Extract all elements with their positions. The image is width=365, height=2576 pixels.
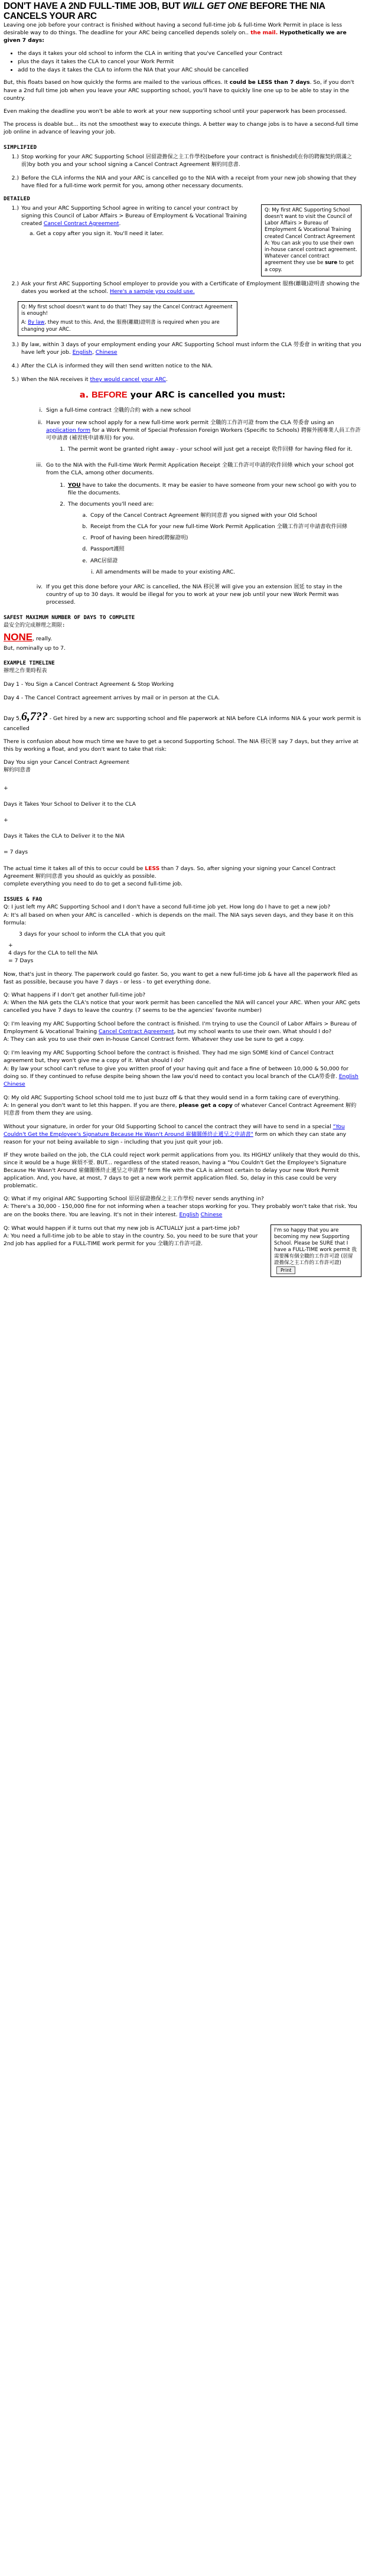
timeline-heading-en: EXAMPLE TIMELINE [4, 660, 55, 666]
cancel-contract-agreement-link[interactable]: Cancel Contract Agreement [98, 1028, 174, 1035]
qa-box-certificate [18, 301, 237, 336]
intro-text: . So, if you don't have a 2nd full time job when you leave your ARC supporting school, you'll have to quickly line one up to be able to stay in the country. [4, 79, 354, 102]
step-text: After the CLA is informed they will then send written notice to the NIA. [21, 362, 213, 369]
intro-text: But, this floats based on how quickly the forms are mailed to the various offices. It [4, 79, 230, 86]
faq-answer-text: A: By law your school can't refuse to give you written proof of your having quit and face a fine of between 10,000 & 50,000 for doing so. If they continued to refuse despite being shown the law you'd need to contact you local branch of the CLA勞委會. [4, 1065, 348, 1080]
faq-question: Q: I'm leaving my ARC Supporting School before the contract is finished. They had me sign SOME kind of Cancel Contract agreement but, they won't give me a copy of it. What should I do? [4, 1050, 334, 1064]
detailed-step-2 [4, 280, 361, 295]
formula-line: 3 days for your school to inform the CLA that you quit [19, 930, 165, 937]
intro-paragraph-4: The process is doable but... its not the smoothest way to execute things. A better way to change jobs is to have a second-full time job online in advance of leaving your job. [4, 121, 359, 135]
step-text: Before the CLA informs the NIA and your ARC is cancelled go to the NIA with a receipt from your new job showing that they have filed for a full-time work permit for you, among other necessary documents. [21, 174, 357, 189]
employee-signature-form-link[interactable]: "You Couldn't Get the Employee's Signature Because He Wasn't Around 雇傭關係終止遞呈之申請書" [4, 1123, 345, 1138]
step-text [21, 376, 361, 383]
requirement-subitem [46, 445, 361, 453]
document-item [74, 512, 361, 519]
timeline-takes-1: Days it Takes Your School to Deliver it to the CLA [4, 801, 136, 808]
detailed-step-4 [4, 362, 361, 370]
intro-bullet: • the days it takes your old school to inform the CLA in writing that you've Cancelled your Contract [18, 50, 361, 57]
before-letter: a. [79, 390, 92, 400]
intro-text: Leaving one job before your contract is finished without having a second full-time job & full-time Work Permit in place is less desirable way to do things. The deadline for your ARC being cancelled depends solely on.. [4, 22, 343, 37]
before-text: your ARC is cancelled you must: [127, 390, 286, 400]
simplified-step-2 [4, 174, 361, 190]
print-sidebox [271, 1225, 361, 1277]
requirement-text [46, 419, 361, 457]
intro-paragraph-2 [4, 79, 361, 102]
faq-question: Q: What if my original ARC Supporting School 原居留證擔保之主工作學校 never sends anything in? [4, 1196, 264, 1203]
detailed-heading: DETAILED [4, 196, 30, 202]
faq-item [4, 1094, 361, 1117]
document-item [74, 557, 361, 565]
document-item [74, 545, 361, 553]
chinese-link[interactable]: Chinese [4, 1080, 25, 1087]
english-link[interactable]: English [72, 349, 92, 356]
faq-item [4, 903, 361, 964]
cancel-arc-link[interactable]: they would cancel your ARC [90, 376, 167, 383]
step-number: 2.) [11, 174, 19, 181]
document-letter: d. [82, 546, 87, 553]
cancel-contract-agreement-link[interactable]: Cancel Contract Agreement [43, 220, 119, 227]
step-text: By law, within 3 days of your employment ending your ARC Supporting School must inform the CLA 勞委會 in writing that you have left your job. English, Chinese [21, 341, 361, 356]
requirement-text-part: Go to the NIA with the Full-time Work Permit Application Receipt 全職工作許可申請的收件回條 which your school got from the CLA, among other documents. [46, 461, 354, 477]
faq-without-signature [4, 1123, 361, 1146]
qa-answer-text: to get a copy. [265, 260, 354, 273]
simplified-step-1 [4, 153, 361, 168]
step-number: 1.) [11, 204, 19, 211]
day5-emphasis: 6,7?? [21, 709, 48, 723]
formula-line: = 7 Days [8, 957, 34, 964]
before-arc-cancelled-heading [4, 389, 361, 402]
document-letter: c. [83, 535, 87, 542]
step-text [21, 204, 256, 237]
subitem-text-part: have to take the documents. It may be easier to have someone from your new school go with you to file the documents. [68, 482, 357, 497]
before-requirements-list [4, 406, 361, 606]
faq-answer: A: You need a full-time job to be able to stay in the country. So, you need to be sure that your 2nd job has applied for a FULL-TIME work permit for you 全職的工作許可證. [4, 1232, 258, 1247]
subitem-text: The permit wont be granted right away - your school will just get a receipt 收件回條 for having filed for it. [68, 445, 353, 452]
qa-answer-text: , they must to this. And, the 服務(離職)證明書 is required when you are changing your ARC. [21, 320, 220, 333]
roman-numeral: iv. [36, 583, 43, 590]
faq-answer-text: Without your signature, in order for your Old Supporting School to cancel the contract they will have to send in a special [4, 1123, 333, 1130]
faq-answer-text: A: There's a 30,000 - 150,000 fine for not informing when a teacher stops working for you. They probably won't take that risk. You are on the books there. You are leaving. It's not in their interest. [4, 1203, 357, 1218]
step-text-part: You and your ARC Supporting School agree in writing to cancel your contract by signing this Council of Labor Affairs > Bureau of Employment & Vocational Training created [21, 204, 247, 227]
step-text-part: By law, within 3 days of your employment ending your ARC Supporting School must inform the CLA 勞委會 in writing that you have left your job. [21, 341, 361, 356]
document-letter: b. [82, 523, 87, 530]
faq-question: Q: What happens if I don't get another full-time job? [4, 992, 146, 999]
document-text: Copy of the Cancel Contract Agreement 解約同意書 you signed with your Old School [90, 512, 317, 519]
detailed-step-1 [4, 204, 256, 237]
faq-item [4, 1020, 361, 1043]
timeline-sign [4, 758, 361, 774]
actual-text: than 7 days. So, after signing your signing your Cancel Contract Agreement 解約同意書 you should as quickly as possible. [4, 865, 336, 880]
requirement-text: Sign a full-time contract 全職的合約 with a new school [46, 406, 191, 413]
faq-answer [4, 1102, 361, 1117]
subitem-number: 2. [60, 501, 65, 508]
subitem-number: 1. [60, 445, 65, 452]
qa-answer-text: A: You can ask you to use their own in-house cancel contract agreement. Whatever cancel contract agreement they use be [265, 240, 357, 266]
before-emphasis: BEFORE [92, 390, 128, 400]
intro-paragraph-3: Even making the deadline you won't be able to work at your new supporting school until your paperwork has been processed. [4, 108, 347, 115]
requirement-item [27, 461, 361, 578]
safe-none [4, 630, 361, 644]
faq-item [4, 1049, 361, 1087]
roman-numeral: iii. [36, 461, 43, 468]
faq-answer: A: When the NIA gets the CLA's notice that your work permit has been cancelled the NIA will cancel your ARC. When your ARC gets cancelled you have 7 days to leave the country. (7 seems to be the agencies' favorite number) [4, 999, 360, 1014]
safe-heading-zh: 最安全的完成辦理之期限: [4, 622, 66, 628]
intro-bullet: • plus the days it takes the CLA to cancel your Work Permit [18, 58, 361, 66]
roman-numeral: ii. [37, 419, 43, 426]
document-letter: a. [82, 512, 87, 519]
requirement-item [27, 583, 361, 606]
intro-mail-emphasis: the mail. [249, 30, 278, 37]
amendments-note: i. All amendments will be made to your existing ARC. [91, 568, 236, 575]
document-letter: e. [82, 557, 87, 564]
document-item [74, 523, 361, 530]
step-text: Stop working for your ARC Supporting School 居留證擔保之主工作學校(before your contract is finished或在你的聘僱契約期滿之前)by both you and your school signing a Cancel Contract Agreement 解約同意書. [21, 153, 353, 168]
timeline-heading-zh: 辦理之作業時程表 [4, 667, 47, 675]
day5-label: Day 5, [4, 715, 21, 722]
print-button[interactable]: Print [276, 1266, 295, 1274]
requirement-text [46, 461, 361, 578]
step-substep: a. Get a copy after you sign it. You'll need it later. [30, 230, 164, 237]
timeline-plus: + [4, 785, 8, 792]
qa-question: Q: My first ARC Supporting School doesn't want to visit the Council of Labor Affairs > Bureau of Employment & Vocational Training created Cancel Contract Agreement [265, 207, 356, 240]
timeline-actual-complete: complete everything you need to do to get a second full-time job. [4, 880, 183, 887]
intro-paragraph-1 [4, 21, 361, 44]
title-part-2: WILL GET ONE [182, 1, 247, 11]
step-number: 4.) [11, 362, 19, 369]
faq-item [4, 991, 361, 1014]
faq-question: Q: I just left my ARC Supporting School and I don't have a second full-time job yet. How long do I have to get a new job? [4, 904, 331, 911]
roman-numeral: i. [39, 406, 43, 413]
faq-heading: ISSUES & FAQ [4, 896, 43, 903]
chinese-link[interactable]: Chinese [200, 1211, 223, 1218]
sign-text-zh: 解約同意書 [4, 767, 31, 774]
timeline-confusion: There is confusion about how much time we have to get a second Supporting School. The NIA 移民署 say 7 days, but they arrive at this by working a float, and you don't want to take that risk: [4, 738, 359, 753]
qa-answer [265, 240, 358, 273]
page [0, 0, 365, 1279]
faq-question-text: Q: I'm leaving my ARC Supporting School before the contract is finished. I'm trying to use the Council of Labor Affairs > Bureau of Employment & Vocational Training [4, 1021, 357, 1035]
faq-answer: A: It's all based on when your ARC is cancelled - which is depends on the mail. The NIA says seven days, and they base it on this formula: [4, 911, 354, 926]
print-sidebox-text: I'm so happy that you are becoming my new Supporting School. Please be SURE that I have a FULL-TIME work permit 我需要擁有個全職的工作許可證 (居留證擔保之主工作的工作許可證) [274, 1227, 357, 1266]
intro-bullet: • add to the days it takes the CLA to inform the NIA that your ARC should be cancelled [18, 66, 361, 74]
chinese-link[interactable]: Chinese [95, 349, 118, 356]
step-text-part: . [119, 220, 121, 227]
english-link[interactable]: English [179, 1211, 199, 1218]
faq-answer: A: They can ask you to use their own in-house Cancel Contract form. Whatever they use be sure to get a copy. [4, 1036, 304, 1043]
timeline-equals: = 7 days [4, 849, 28, 856]
documents-list [46, 512, 361, 575]
step-number: 1.) [11, 153, 19, 160]
intro-hypothetical: Hypothetically we are given 7 days: [4, 30, 347, 44]
subitem-text [68, 481, 361, 497]
faq-question: Q: What would happen if it turns out that my new job is ACTUALLY just a part-time job? [4, 1225, 240, 1232]
step-text-part: Ask your first ARC Supporting School employer to provide you with a Certificate of Employment 服務(離職)證明書 showing the dates you worked at the school. [21, 280, 360, 295]
document-text: Proof of having been hired(聘僱證明) [90, 535, 188, 542]
faq-answer-text: of whatever Cancel Contract Agreement 解約同意書 from them they are using. [4, 1102, 357, 1116]
faq-answer-text: form on which they can state any reason for your not being available to sign - including that you just quit your job. [4, 1131, 347, 1146]
qa-question: Q: My first school doesn't want to do that! They say the Cancel Contract Agreement is enough! [21, 304, 233, 317]
actual-text: The actual time it takes all of this to occur could be [4, 865, 145, 872]
step-number: 3.) [11, 341, 19, 348]
document-text: Passport護照 [90, 546, 125, 553]
qa-answer-strong: sure [325, 260, 338, 266]
none-rest: , really. [32, 636, 52, 643]
faq-answer [4, 1203, 361, 1218]
timeline-day-4: Day 4 - The Cancel Contract agreement arrives by mail or in person at the CLA. [4, 695, 220, 702]
step-number: 5.) [11, 376, 19, 383]
requirement-item [27, 419, 361, 457]
faq-item [4, 1195, 361, 1218]
detailed-step-3 [4, 341, 361, 356]
timeline-heading [4, 660, 361, 675]
step-number: 2.) [11, 280, 19, 287]
qa-answer [21, 320, 234, 333]
formula-line: + [8, 942, 13, 949]
faq-question [4, 1020, 361, 1035]
faq-answer-strong: please get a copy [178, 1102, 233, 1109]
actual-less: LESS [145, 865, 160, 872]
timeline-day-5 [4, 708, 361, 732]
requirement-text-part: for a Work Permit of Special Profession Foreign Workers (Specific to Schools) 聘僱外國專業人員工作許可申請書 (補習班申請專用) for you. [46, 426, 361, 441]
english-link[interactable]: English [338, 1073, 359, 1080]
faq-answer [4, 1065, 361, 1088]
safe-heading [4, 614, 361, 630]
requirement-text: If you get this done before your ARC is cancelled, the NIA 移民署 will give you an extension 展延 to stay in the country of up to 30 days. It would be illegal for you to work at your new job until your new Work Permit was processed. [46, 583, 343, 605]
requirement-item [27, 406, 361, 414]
document-text: ARC居留證 [90, 557, 118, 564]
sample-certificate-link[interactable]: Here's a sample you could use. [109, 288, 195, 295]
timeline-plus: + [4, 817, 8, 824]
none-emphasis: NONE [4, 631, 33, 643]
requirement-subitem [46, 481, 361, 497]
faq-bailed: IF they wrote bailed on the job, the CLA could reject work permit applications from you. Its HIGHLY unlikely that they would do this, since it would be a huge 麻煩不要. BUT... regardless of the stated reason, having a "You Couldn't Get the Employee's Signature Because He Wasn't Around 雇傭關係終止遞呈之申請書" form file with the CLA is almost certain to delay your new Work Permit application. And, you have, at most, 7 days to get a new work permit application filed. So, delay in this case could be very problematic. [4, 1152, 360, 1190]
document-item [74, 534, 361, 542]
faq-question: Q: My old ARC Supporting School school told me to just buzz off & that they would send in a form taking care of everything. [4, 1094, 340, 1101]
by-law-link[interactable]: By law [28, 320, 45, 326]
intro-bullets [4, 50, 361, 74]
safe-nominal: But, nominally up to 7. [4, 645, 66, 652]
document-text: Receipt from the CLA for your new full-time Work Permit Application 全職工作許可申請書收件回條 [90, 523, 348, 530]
page-title [4, 0, 361, 21]
sign-text: Day You sign your Cancel Contract Agreement [4, 759, 129, 766]
timeline-actual [4, 865, 361, 880]
subitem-text: The documents you'll need are: [68, 501, 154, 508]
application-form-link[interactable]: application form [46, 426, 91, 434]
timeline-day-1: Day 1 - You Sign a Cancel Contract Agreement & Stop Working [4, 681, 174, 688]
formula-line: 4 days for the CLA to tell the NIA [8, 949, 98, 956]
subitem-number: 1. [60, 482, 65, 489]
timeline-takes-2: Days it Takes the CLA to Deliver it to the NIA [4, 833, 125, 840]
faq-question-text: , but my school wants to use their own. What should I do? [174, 1028, 332, 1035]
step-text [21, 280, 361, 295]
title-part-3: BEFORE THE NIA CANCELS YOUR ARC [4, 1, 325, 22]
qa-sidebox-cancel-agreement [261, 204, 361, 276]
day5-text: - Get hired by a new arc supporting school and file paperwork at NIA before CLA informs NIA & your work permit is cancelled [4, 715, 361, 732]
faq-answer-text: A: In general you don't want to let this happen. If you are there, [4, 1102, 179, 1109]
step-text-part: When the NIA receives it [21, 376, 90, 383]
step-text-part: . [166, 376, 168, 383]
faq-now: Now, that's just in theory. The paperwork could go faster. So, you want to get a new full-time job & have all the paperwork filed as fast as possible, because you have 7 days - or less - to get everything done. [4, 971, 358, 985]
requirement-subitem [46, 500, 361, 508]
detailed-step-5 [4, 376, 361, 383]
qa-answer-text: A: [21, 320, 28, 326]
safe-heading-en: SAFEST MAXIMUM NUMBER OF DAYS TO COMPLETE [4, 614, 135, 621]
simplified-heading: SIMPLIFIED [4, 144, 37, 151]
you-emphasis: YOU [68, 482, 81, 489]
requirement-text-part: Have your new school apply for a new full-time work permit 全職的工作許可證 from the CLA 勞委會 using an [46, 419, 334, 426]
intro-less-emphasis: could be LESS than 7 days [229, 79, 310, 86]
title-part-1: DON'T HAVE A 2ND FULL-TIME JOB, BUT [4, 1, 183, 11]
